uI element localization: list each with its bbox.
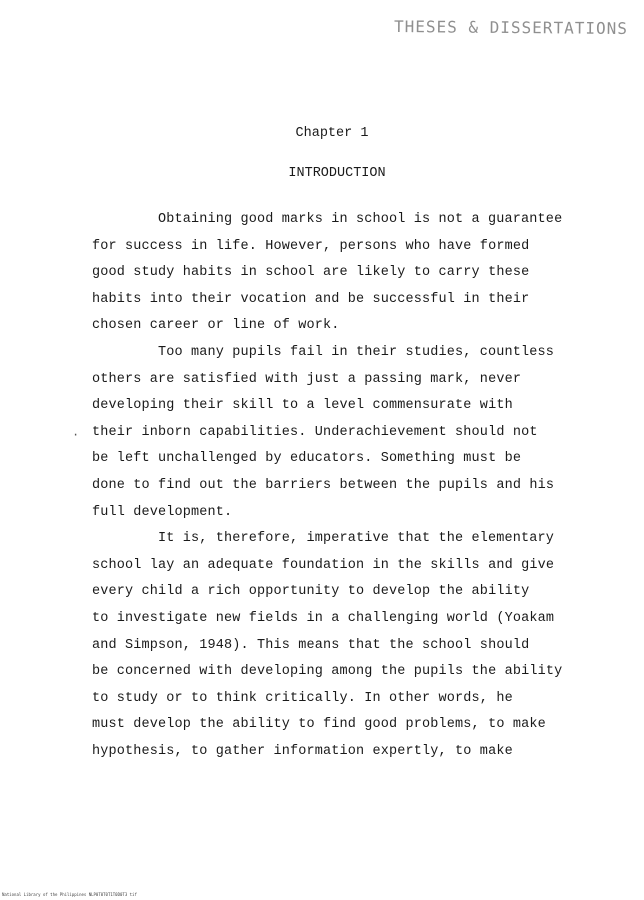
text-line: done to find out the barriers between the pupils and his	[92, 477, 555, 493]
text-line: to study or to think critically. In other words, he	[92, 690, 513, 706]
chapter-number: Chapter 1	[295, 126, 369, 141]
text-line: good study habits in school are likely to carry these	[92, 265, 530, 281]
text-line: Too many pupils fail in their studies, countless	[158, 344, 555, 360]
text-line: school lay an adequate foundation in the skills and give	[92, 557, 555, 573]
margin-mark: ·	[72, 428, 80, 442]
text-line: hypothesis, to gather information expertly, to make	[92, 743, 513, 759]
text-line: It is, therefore, imperative that the elementary	[158, 531, 555, 547]
text-line: for success in life. However, persons who have formed	[92, 238, 530, 254]
text-line: developing their skill to a level commensurate with	[92, 398, 513, 414]
text-line: habits into their vocation and be successful in their	[92, 291, 530, 307]
scan-footer: National Library of the Philippines NLP0T0T0T1T0D0T3 tif	[2, 892, 137, 897]
text-line: their inborn capabilities. Underachievement should not	[92, 424, 538, 440]
chapter-title: INTRODUCTION	[288, 166, 386, 181]
text-line: full development.	[92, 504, 233, 520]
text-line: and Simpson, 1948). This means that the school should	[92, 637, 530, 653]
text-line: must develop the ability to find good problems, to make	[92, 717, 546, 733]
theses-dissertations-stamp: THESES & DISSERTATIONS	[393, 16, 629, 39]
text-line: Obtaining good marks in school is not a guarantee	[158, 212, 563, 227]
text-line: chosen career or line of work.	[92, 318, 340, 334]
body-text	[92, 207, 572, 765]
text-line: others are satisfied with just a passing mark, never	[92, 371, 522, 387]
text-line: be left unchallenged by educators. Something must be	[92, 451, 522, 467]
text-line: every child a rich opportunity to develop the ability	[92, 584, 530, 600]
text-line: be concerned with developing among the pupils the ability	[92, 664, 563, 680]
text-line: to investigate new fields in a challenging world (Yoakam	[92, 610, 555, 626]
